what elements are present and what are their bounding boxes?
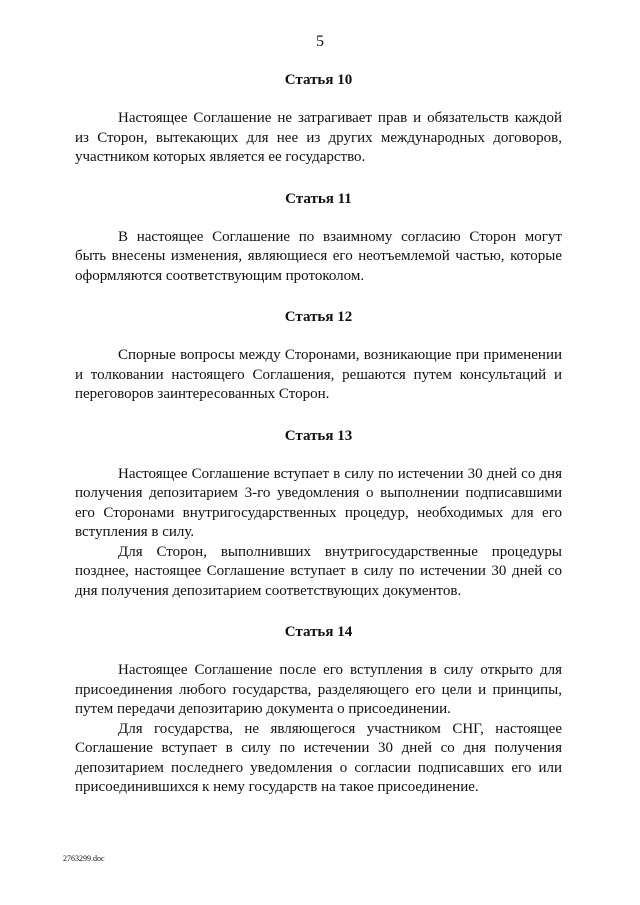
article-paragraph: Для Сторон, выполнивших внутригосударственные процедуры позднее, настоящее Соглашение вступает в силу по истечении 30 дней со дня получения депозитарием соответствующих документов.: [75, 543, 562, 599]
article-heading: Статья 14: [284, 624, 353, 640]
article-paragraph: Настоящее Соглашение не затрагивает прав и обязательств каждой из Сторон, вытекающих для нее из других международных договоров, участником которых является ее государство.: [75, 110, 562, 165]
article-paragraph: Спорные вопросы между Сторонами, возникающие при применении и толковании настоящего Соглашения, решаются путем консультаций и переговоров заинтересованных Сторон.: [75, 347, 562, 402]
article-14: [75, 622, 562, 798]
article-paragraph: Настоящее Соглашение после его вступления в силу открыто для присоединения любого государства, разделяющего его цели и принципы, путем передачи депозитарию документа о присоединении.: [75, 662, 562, 717]
article-10: [75, 70, 562, 168]
article-heading: Статья 12: [284, 309, 353, 325]
article-heading: Статья 10: [284, 72, 353, 88]
article-12: [75, 307, 562, 405]
article-paragraph: Настоящее Соглашение вступает в силу по истечении 30 дней со дня получения депозитарием 3-го уведомления о выполнении подписавшими его Сторонами внутригосударственных процедур, необходимых для его вступления в силу.: [75, 465, 562, 540]
document-body: [75, 70, 562, 798]
article-paragraph: В настоящее Соглашение по взаимному согласию Сторон могут быть внесены изменения, являющиеся его неотъемлемой частью, которые оформляются соответствующим протоколом.: [75, 228, 562, 284]
page-number: 5: [316, 33, 324, 50]
article-heading: Статья 13: [284, 427, 353, 444]
article-11: [75, 189, 562, 287]
article-13: [75, 426, 562, 602]
article-paragraph: Для государства, не являющегося участником СНГ, настоящее Соглашение вступает в силу по истечении 30 дней со дня получения депозитарием последнего уведомления о согласии подписавших его или присоединившихся к нему государств на такое присоединение.: [75, 720, 562, 795]
document-file-code: 2763299.doc: [63, 854, 105, 863]
article-heading: Статья 11: [285, 190, 352, 207]
